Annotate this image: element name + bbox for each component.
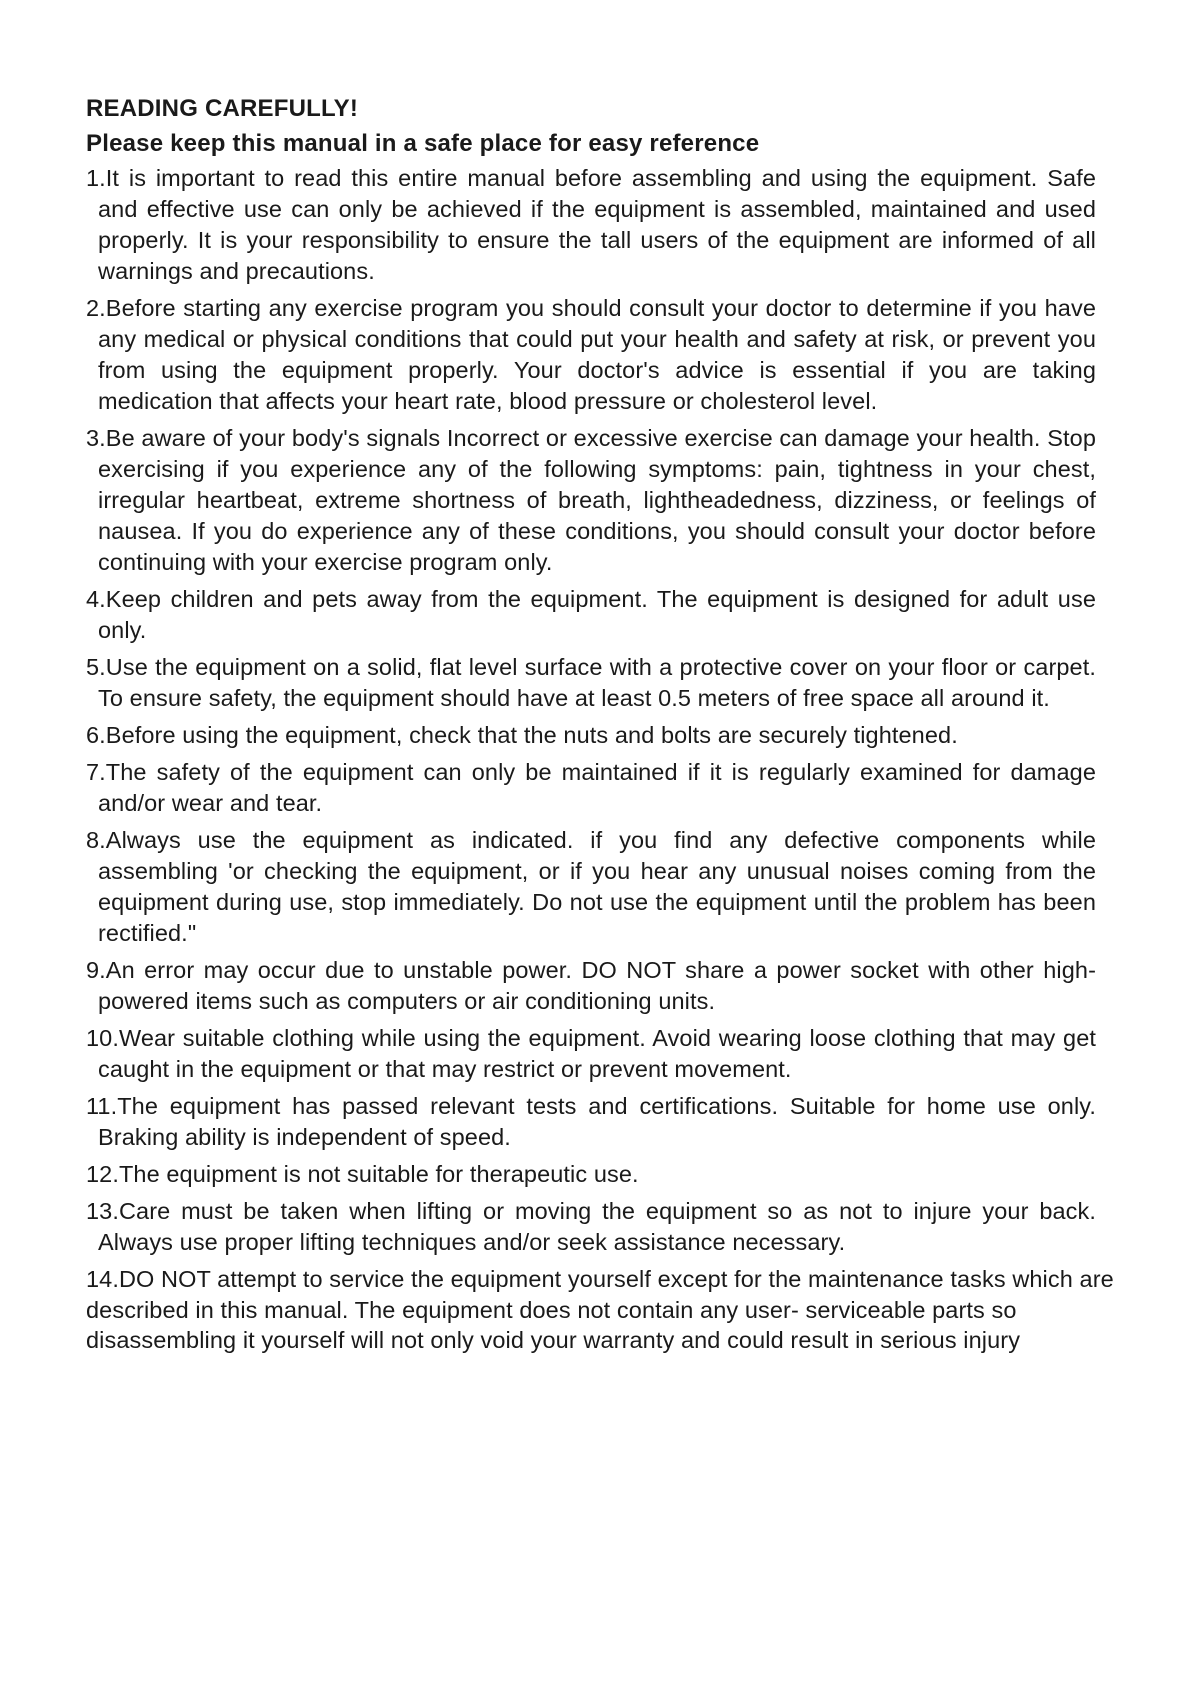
safety-instructions-list	[86, 163, 1114, 1356]
list-item: 10.Wear suitable clothing while using the equipment. Avoid wearing loose clothing that may get caught in the equipment or that may restrict or prevent movement.	[86, 1025, 1096, 1082]
page-subtitle: Please keep this manual in a safe place for easy reference	[86, 130, 760, 157]
list-item: 4.Keep children and pets away from the equipment. The equipment is designed for adult use only.	[86, 586, 1096, 643]
list-item: 6.Before using the equipment, check that the nuts and bolts are securely tightened.	[86, 722, 958, 748]
list-item: 11.The equipment has passed relevant tests and certifications. Suitable for home use only. Braking ability is independent of speed.	[86, 1093, 1096, 1150]
page-title: READING CAREFULLY!	[86, 95, 359, 122]
list-item: 7.The safety of the equipment can only be maintained if it is regularly examined for damage and/or wear and tear.	[86, 759, 1096, 816]
list-item: 5.Use the equipment on a solid, flat level surface with a protective cover on your floor or carpet. To ensure safety, the equipment should have at least 0.5 meters of free space all around it.	[86, 654, 1096, 711]
list-item: 2.Before starting any exercise program you should consult your doctor to determine if you have any medical or physical conditions that could put your health and safety at risk, or prevent you from using the equipment properly. Your doctor's advice is essential if you are taking medication that affects your heart rate, blood pressure or cholesterol level.	[86, 295, 1096, 414]
list-item: 8.Always use the equipment as indicated. if you find any defective components while assembling 'or checking the equipment, or if you hear any unusual noises coming from the equipment during use, stop immediately. Do not use the equipment until the problem has been rectified."	[86, 827, 1096, 946]
list-item: 12.The equipment is not suitable for therapeutic use.	[86, 1161, 639, 1187]
list-item: 13.Care must be taken when lifting or moving the equipment so as not to injure your back. Always use proper lifting techniques and/or seek assistance necessary.	[86, 1198, 1096, 1255]
list-item: 1.It is important to read this entire manual before assembling and using the equipment. Safe and effective use can only be achieved if the equipment is assembled, maintained and used properly. It is your responsibility to ensure the tall users of the equipment are informed of all warnings and precautions.	[86, 165, 1096, 284]
manual-page	[86, 94, 1114, 1362]
list-item: 9.An error may occur due to unstable power. DO NOT share a power socket with other high-powered items such as computers or air conditioning units.	[86, 957, 1096, 1014]
list-item: 3.Be aware of your body's signals Incorrect or excessive exercise can damage your health. Stop exercising if you experience any of the following symptoms: pain, tightness in your chest, irregular heartbeat, extreme shortness of breath, lightheadedness, dizziness, or feelings of nausea. If you do experience any of these conditions, you should consult your doctor before continuing with your exercise program only.	[86, 425, 1096, 575]
list-item: 14.DO NOT attempt to service the equipment yourself except for the maintenance tasks which are described in this manual. The equipment does not contain any user- serviceable parts so disassembling it yourself will not only void your warranty and could result in serious injury	[86, 1266, 1114, 1353]
